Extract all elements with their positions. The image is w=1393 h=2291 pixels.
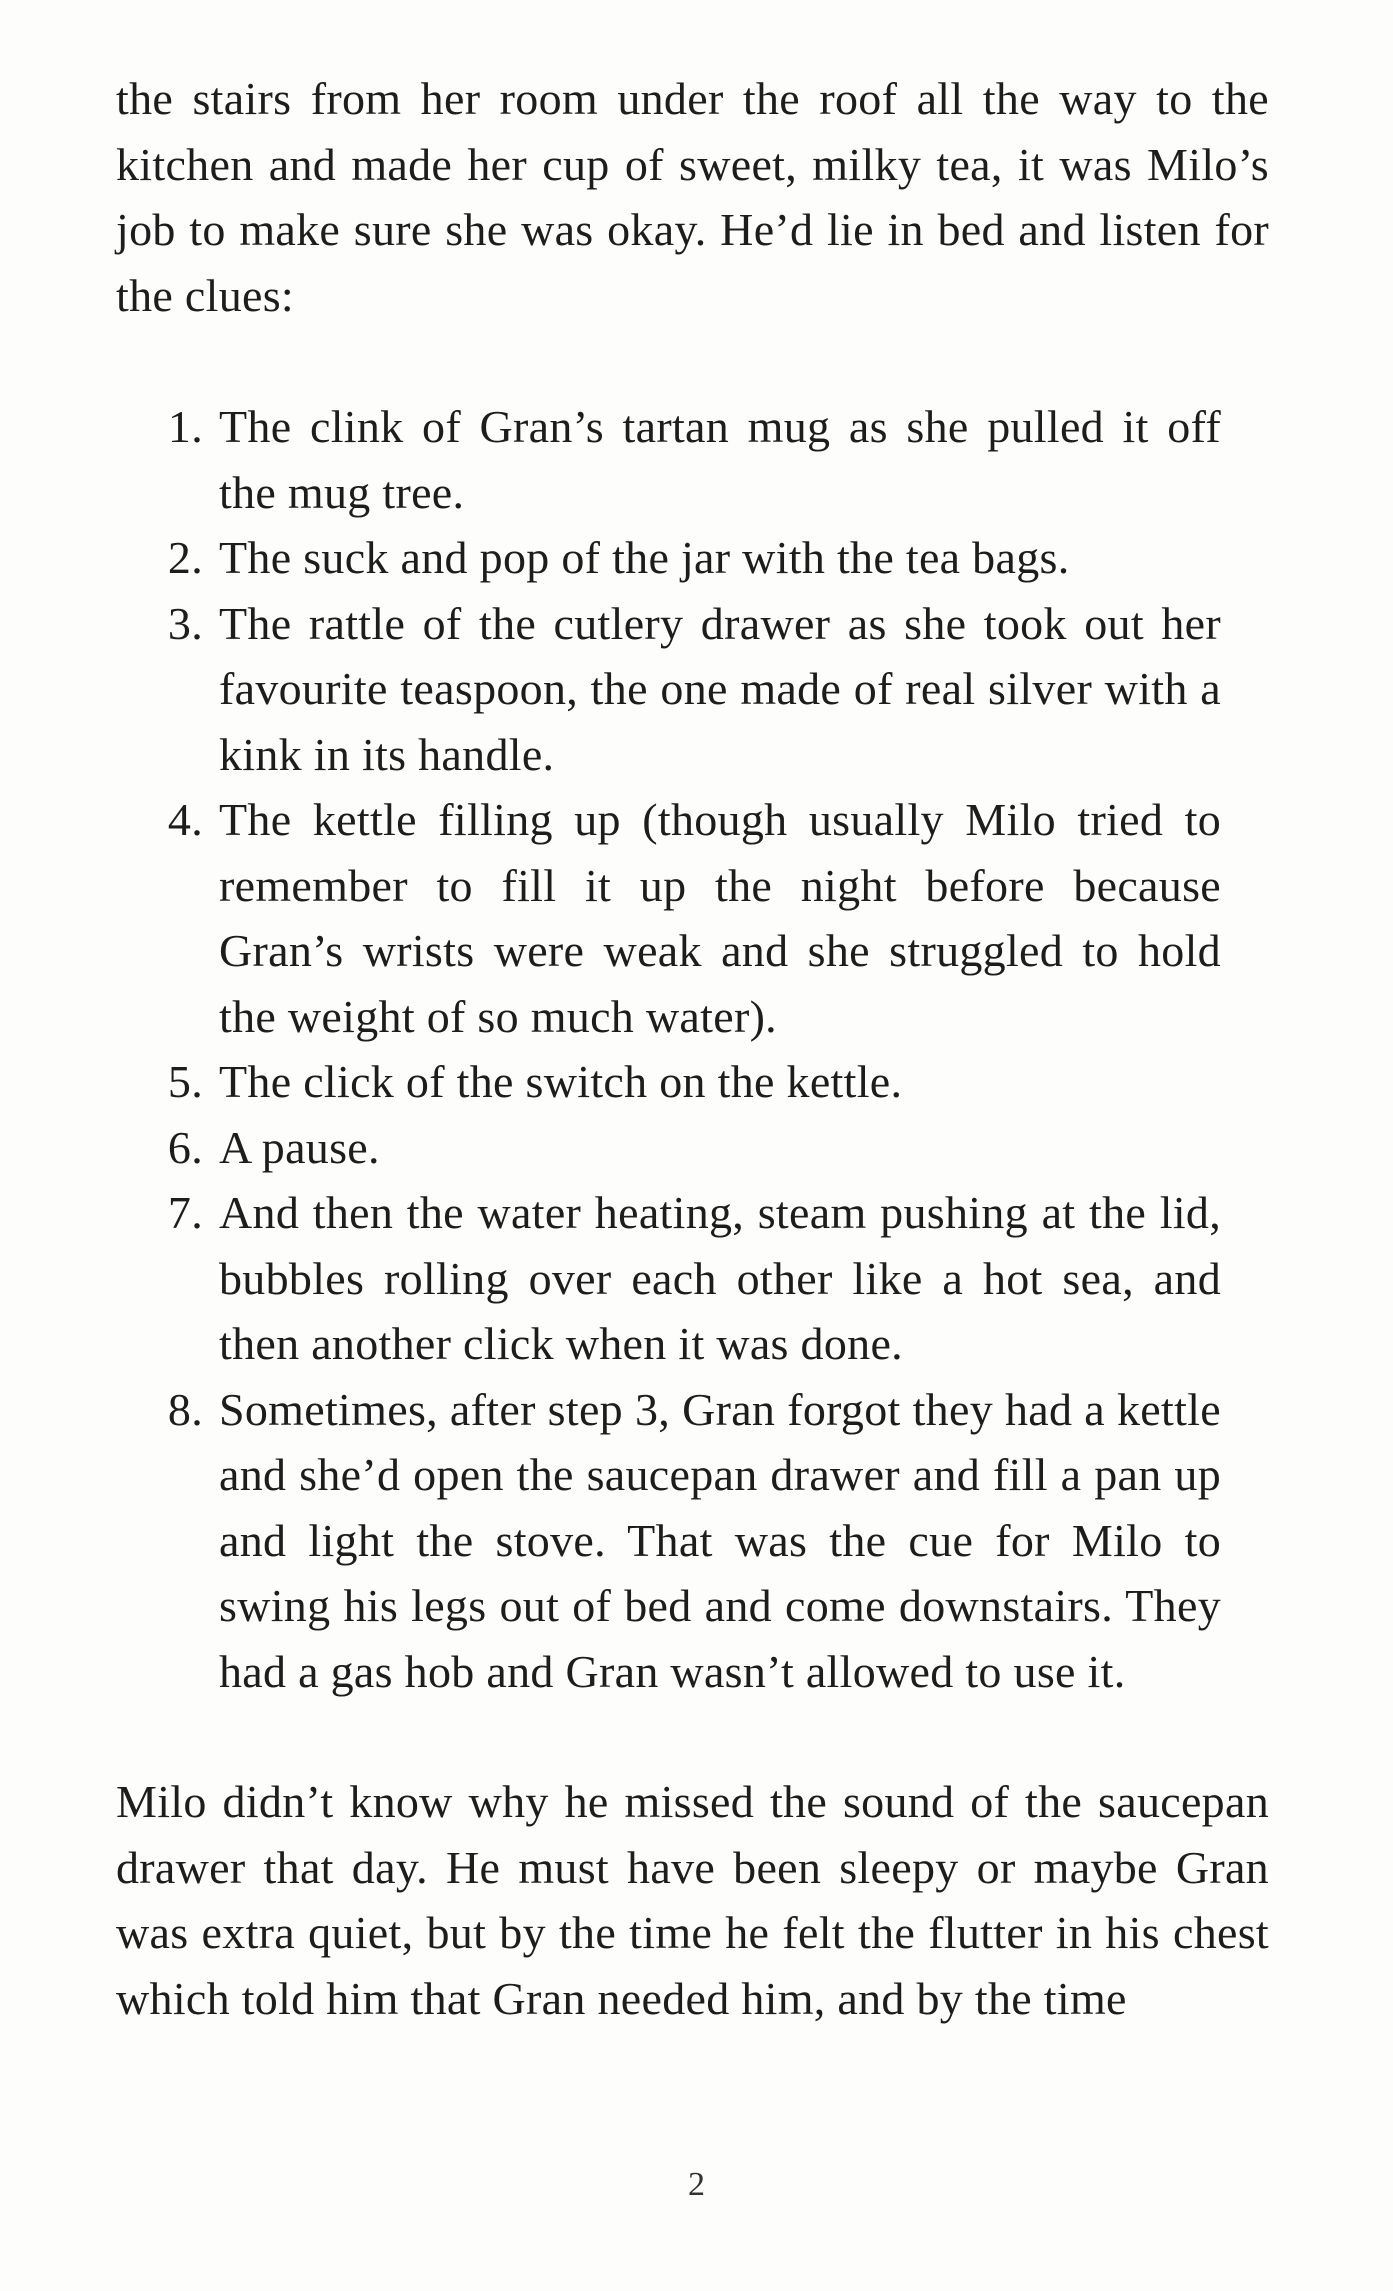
page-number: 2 (688, 2166, 705, 2203)
list-item (116, 1115, 1269, 1181)
list-item (116, 1180, 1269, 1377)
list-item (116, 525, 1269, 591)
list-item-number: 4. (167, 794, 203, 845)
list-item-number: 3. (167, 597, 203, 649)
list-item-text: The click of the switch on the kettle. (219, 1056, 903, 1107)
list-item-text: The clink of Gran’s tartan mug as she pulled it off the mug tree. (219, 401, 1221, 518)
list-item (116, 787, 1269, 1049)
list-item-text: Sometimes, after step 3, Gran forgot they had a kettle and she’d open the saucepan drawer and fill a pan up and light the stove. That was the cue for Milo to swing his legs out of bed and come downstairs. They had a gas hob and Gran wasn’t allowed to use it. (219, 1383, 1221, 1697)
intro-paragraph: the stairs from her room under the roof all the way to the kitchen and made her cup of sweet, milky tea, it was Milo’s job to make sure she was okay. He’d lie in bed and listen for the clues: (116, 73, 1269, 321)
list-item-number: 7. (167, 1187, 203, 1238)
list-item (116, 591, 1269, 788)
list-item-number: 2. (167, 532, 203, 583)
list-item-number: 6. (167, 1121, 203, 1173)
list-item-text: A pause. (219, 1121, 380, 1173)
list-item-number: 1. (167, 401, 203, 452)
list-item-text: The suck and pop of the jar with the tea bags. (219, 532, 1070, 583)
closing-paragraph: Milo didn’t know why he missed the sound of the saucepan drawer that day. He must have been sleepy or maybe Gran was extra quiet, but by the time he felt the flutter in his chest which told him that Gran needed him, and by the time (116, 1776, 1269, 2024)
list-item-text: And then the water heating, steam pushing at the lid, bubbles rolling over each other like a hot sea, and then another click when it was done. (219, 1187, 1221, 1369)
list-item (116, 394, 1269, 525)
page-body (116, 66, 1269, 2031)
list-item-number: 5. (167, 1056, 203, 1107)
clues-list (116, 394, 1269, 1704)
list-item (116, 1049, 1269, 1115)
list-item-text: The rattle of the cutlery drawer as she took out her favourite teaspoon, the one made of real silver with a kink in its handle. (219, 597, 1221, 780)
list-item-text: The kettle filling up (though usually Milo tried to remember to fill it up the night before because Gran’s wrists were weak and she struggled to hold the weight of so much water). (219, 794, 1221, 1042)
list-item (116, 1377, 1269, 1705)
list-item-number: 8. (167, 1383, 203, 1435)
